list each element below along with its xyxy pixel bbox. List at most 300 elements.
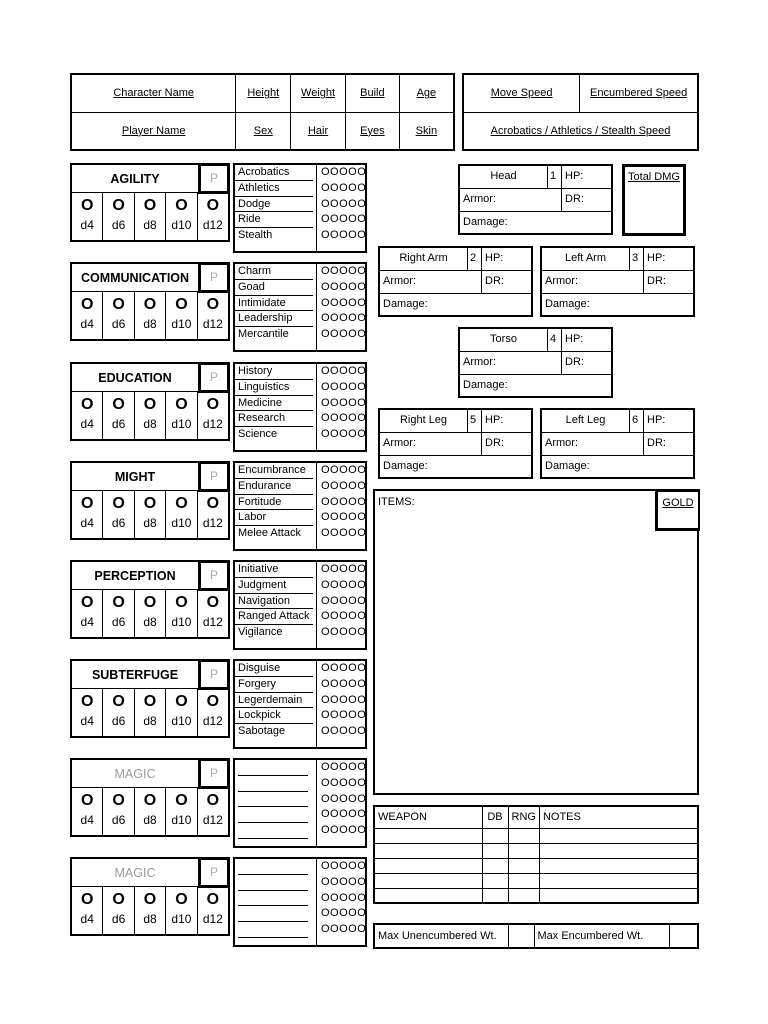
damage-field[interactable]: Damage: <box>463 216 508 228</box>
skill-name[interactable] <box>238 906 308 922</box>
skill-pips[interactable]: OOOOO <box>321 380 367 393</box>
die-option-d4[interactable] <box>72 788 103 835</box>
die-option-d12[interactable] <box>198 887 228 934</box>
skills-block <box>233 758 367 848</box>
hp-field[interactable]: HP: <box>647 414 666 426</box>
skill-pips[interactable]: OOOOO <box>321 527 367 540</box>
die-label: d10 <box>171 417 192 431</box>
body-part-name: Left Leg <box>542 410 630 432</box>
die-option-d6[interactable] <box>103 788 134 835</box>
die-circle-icon: O <box>206 197 220 214</box>
gold-box[interactable]: GOLD <box>655 489 700 531</box>
skill-pips[interactable]: OOOOO <box>321 725 367 738</box>
die-label: d8 <box>143 615 157 629</box>
dice-row <box>72 193 228 240</box>
skill-name: Legerdemain <box>235 693 313 709</box>
die-label: d12 <box>202 912 223 926</box>
age-field[interactable]: Age <box>399 74 454 112</box>
die-circle-icon: O <box>80 495 94 512</box>
die-option-d10[interactable] <box>166 292 197 339</box>
damage-field[interactable]: Damage: <box>383 460 428 472</box>
die-label: d4 <box>80 317 94 331</box>
die-option-d12[interactable] <box>198 193 228 240</box>
die-label: d10 <box>171 218 192 232</box>
skills-block <box>233 262 367 352</box>
die-circle-icon: O <box>143 792 157 809</box>
dr-field[interactable]: DR: <box>485 437 504 449</box>
skills-block <box>233 163 367 253</box>
attribute-name[interactable]: COMMUNICATION <box>72 264 198 292</box>
skill-name[interactable] <box>238 891 308 907</box>
damage-field[interactable]: Damage: <box>545 298 590 310</box>
skill-name: Labor <box>235 510 313 526</box>
skill-pips[interactable]: OOOOO <box>321 328 367 341</box>
skills-block <box>233 659 367 749</box>
die-label: d6 <box>111 813 126 827</box>
skill-pips[interactable]: OOOOO <box>321 578 367 591</box>
die-label: d4 <box>80 516 94 530</box>
skill-pips[interactable]: OOOOO <box>321 792 367 805</box>
die-circle-icon: O <box>143 296 157 313</box>
build-field[interactable]: Build <box>346 74 400 112</box>
die-option-d6[interactable] <box>103 590 134 637</box>
die-label: d6 <box>111 912 126 926</box>
skill-pips-column <box>321 264 365 343</box>
proficiency-box[interactable]: P <box>198 758 230 789</box>
skill-pips[interactable]: OOOOO <box>321 563 367 575</box>
skill-pips-column <box>321 364 365 443</box>
die-circle-icon: O <box>175 296 188 313</box>
skills-block <box>233 362 367 452</box>
die-circle-icon: O <box>143 693 157 710</box>
skill-pips-column <box>321 562 365 641</box>
attribute-block <box>70 659 230 738</box>
skill-name: Athletics <box>235 181 313 197</box>
die-circle-icon: O <box>112 197 125 214</box>
dr-field[interactable]: DR: <box>647 275 666 287</box>
die-option-d8[interactable] <box>135 887 166 934</box>
skill-pips[interactable]: OOOOO <box>321 495 367 508</box>
body-part-name: Torso <box>460 329 548 351</box>
die-label: d10 <box>171 317 192 331</box>
skill-pips[interactable]: OOOOO <box>321 365 367 377</box>
proficiency-box[interactable]: P <box>198 262 230 293</box>
skills-block <box>233 857 367 947</box>
die-circle-icon: O <box>80 792 94 809</box>
dice-row <box>72 292 228 339</box>
skill-name: Initiative <box>235 562 313 578</box>
proficiency-box[interactable]: P <box>198 461 230 492</box>
die-circle-icon: O <box>112 296 125 313</box>
hair-field[interactable]: Hair <box>291 112 346 150</box>
special-speed-field[interactable]: Acrobatics / Athletics / Stealth Speed <box>463 112 698 150</box>
hp-field[interactable]: HP: <box>565 170 584 182</box>
die-option-d8[interactable] <box>135 193 166 240</box>
skill-pips[interactable]: OOOOO <box>321 776 367 789</box>
die-circle-icon: O <box>206 396 220 413</box>
die-option-d4[interactable] <box>72 590 103 637</box>
die-circle-icon: O <box>206 891 220 908</box>
character-name-field[interactable]: Character Name <box>71 74 236 112</box>
die-option-d6[interactable] <box>103 491 134 538</box>
skill-pips[interactable]: OOOOO <box>321 860 367 872</box>
skill-name: Research <box>235 411 313 427</box>
die-option-d12[interactable] <box>198 292 228 339</box>
die-option-d10[interactable] <box>166 689 197 736</box>
skill-pips[interactable]: OOOOO <box>321 181 367 194</box>
die-option-d10[interactable] <box>166 193 197 240</box>
eyes-field[interactable]: Eyes <box>346 112 400 150</box>
die-option-d12[interactable] <box>198 590 228 637</box>
damage-field[interactable]: Damage: <box>463 379 508 391</box>
items-label: ITEMS: <box>378 496 415 508</box>
die-circle-icon: O <box>175 891 188 908</box>
body-part-number: 5 <box>468 410 482 432</box>
die-circle-icon: O <box>206 495 220 512</box>
die-circle-icon: O <box>143 396 157 413</box>
body-part-box <box>378 408 533 479</box>
dice-row <box>72 788 228 835</box>
die-option-d6[interactable] <box>103 292 134 339</box>
attribute-block <box>70 758 230 837</box>
armor-field[interactable]: Armor: <box>380 433 482 455</box>
proficiency-box[interactable]: P <box>198 362 230 393</box>
notes-header: NOTES <box>539 806 698 828</box>
die-circle-icon: O <box>80 396 94 413</box>
weapon-row[interactable] <box>374 828 698 843</box>
attribute-name[interactable]: MIGHT <box>72 463 198 491</box>
attribute-name[interactable]: PERCEPTION <box>72 562 198 590</box>
armor-field[interactable]: Armor: <box>542 271 644 293</box>
attribute-name[interactable]: SUBTERFUGE <box>72 661 198 689</box>
attribute-name[interactable]: MAGIC <box>72 760 198 788</box>
armor-field[interactable]: Armor: <box>460 352 562 374</box>
die-option-d4[interactable] <box>72 392 103 439</box>
skill-pips[interactable]: OOOOO <box>321 891 367 904</box>
skill-name[interactable] <box>238 760 308 776</box>
hp-field[interactable]: HP: <box>565 333 584 345</box>
skill-names-column <box>235 859 317 945</box>
die-label: d12 <box>202 714 223 728</box>
skill-pips[interactable]: OOOOO <box>321 197 367 210</box>
die-option-d4[interactable] <box>72 193 103 240</box>
damage-field[interactable]: Damage: <box>383 298 428 310</box>
attribute-name[interactable]: MAGIC <box>72 859 198 887</box>
dr-field[interactable]: DR: <box>565 356 584 368</box>
skill-name: Goad <box>235 280 313 296</box>
skill-pips[interactable]: OOOOO <box>321 662 367 674</box>
skill-pips[interactable]: OOOOO <box>321 610 367 623</box>
move-speed-field[interactable]: Move Speed <box>463 74 580 112</box>
max-unencumbered-value[interactable] <box>508 924 534 948</box>
total-damage-box[interactable]: Total DMG <box>622 164 686 236</box>
dr-field[interactable]: DR: <box>647 437 666 449</box>
die-circle-icon: O <box>112 396 125 413</box>
skill-pips[interactable]: OOOOO <box>321 709 367 722</box>
die-circle-icon: O <box>143 495 157 512</box>
skill-names-column <box>235 364 317 450</box>
body-part-number: 2 <box>468 248 482 270</box>
die-option-d12[interactable] <box>198 689 228 736</box>
body-part-number: 6 <box>630 410 644 432</box>
die-label: d8 <box>143 417 157 431</box>
skill-name[interactable] <box>238 792 308 808</box>
die-option-d10[interactable] <box>166 590 197 637</box>
body-part-name: Right Leg <box>380 410 468 432</box>
die-label: d10 <box>171 912 192 926</box>
body-part-number: 4 <box>548 329 562 351</box>
skill-pips-column <box>321 165 365 244</box>
max-encumbered-value[interactable] <box>669 924 698 948</box>
skill-name[interactable] <box>238 922 308 938</box>
skill-pips[interactable]: OOOOO <box>321 907 367 920</box>
weapon-row[interactable] <box>374 843 698 858</box>
skill-name: Forgery <box>235 677 313 693</box>
die-circle-icon: O <box>175 197 188 214</box>
speed-table <box>462 73 699 151</box>
skill-name: Ride <box>235 212 313 228</box>
die-option-d6[interactable] <box>103 689 134 736</box>
die-option-d6[interactable] <box>103 392 134 439</box>
player-name-field[interactable]: Player Name <box>71 112 236 150</box>
skill-pips[interactable]: OOOOO <box>321 875 367 888</box>
height-field[interactable]: Height <box>236 74 291 112</box>
die-circle-icon: O <box>112 792 125 809</box>
skill-name: Fortitude <box>235 495 313 511</box>
die-circle-icon: O <box>206 594 220 611</box>
skill-pips[interactable]: OOOOO <box>321 511 367 524</box>
skin-field[interactable]: Skin <box>399 112 454 150</box>
skill-name: Judgment <box>235 578 313 594</box>
proficiency-box[interactable]: P <box>198 857 230 888</box>
weapon-row[interactable] <box>374 858 698 873</box>
die-label: d4 <box>80 615 94 629</box>
encumbered-speed-field[interactable]: Encumbered Speed <box>580 74 698 112</box>
die-option-d4[interactable] <box>72 689 103 736</box>
die-option-d8[interactable] <box>135 590 166 637</box>
max-weight-table <box>373 923 699 949</box>
hp-field[interactable]: HP: <box>647 252 666 264</box>
skill-name: Charm <box>235 264 313 280</box>
skill-name: Intimidate <box>235 296 313 312</box>
skill-pips[interactable]: OOOOO <box>321 166 367 178</box>
character-info-table <box>70 73 455 151</box>
skill-name[interactable] <box>238 776 308 792</box>
skill-name: Leadership <box>235 311 313 327</box>
die-circle-icon: O <box>80 296 94 313</box>
dr-field[interactable]: DR: <box>565 193 584 205</box>
die-label: d4 <box>80 218 94 232</box>
die-label: d12 <box>202 615 223 629</box>
skill-pips[interactable]: OOOOO <box>321 280 367 293</box>
skill-name: Stealth <box>238 229 273 242</box>
skill-names-column <box>235 463 317 549</box>
skill-pips-column <box>321 661 365 740</box>
hp-field[interactable]: HP: <box>485 414 504 426</box>
skill-name: Sabotage <box>238 725 286 738</box>
armor-field[interactable]: Armor: <box>380 271 482 293</box>
damage-field[interactable]: Damage: <box>545 460 590 472</box>
die-label: d6 <box>111 417 126 431</box>
skill-name[interactable] <box>238 823 308 839</box>
attribute-block <box>70 163 230 242</box>
die-option-d10[interactable] <box>166 491 197 538</box>
die-label: d10 <box>171 714 192 728</box>
skills-block <box>233 461 367 551</box>
body-part-name: Head <box>460 166 548 188</box>
attribute-name[interactable]: EDUCATION <box>72 364 198 392</box>
die-label: d12 <box>202 218 223 232</box>
die-label: d12 <box>202 417 223 431</box>
body-part-number: 3 <box>630 248 644 270</box>
max-unencumbered-label: Max Unencumbered Wt. <box>374 924 508 948</box>
body-part-box <box>378 246 533 317</box>
die-circle-icon: O <box>175 396 188 413</box>
skill-pips[interactable]: OOOOO <box>321 396 367 409</box>
die-label: d4 <box>80 813 94 827</box>
skill-pips[interactable]: OOOOO <box>321 626 367 639</box>
die-circle-icon: O <box>175 693 188 710</box>
skill-pips[interactable]: OOOOO <box>321 693 367 706</box>
dice-row <box>72 590 228 637</box>
die-option-d8[interactable] <box>135 788 166 835</box>
die-label: d4 <box>80 912 94 926</box>
weapon-row[interactable] <box>374 873 698 888</box>
skill-name: History <box>235 364 313 380</box>
die-circle-icon: O <box>206 296 220 313</box>
rng-header: RNG <box>508 806 539 828</box>
die-circle-icon: O <box>112 891 125 908</box>
skill-name[interactable] <box>238 875 308 891</box>
dr-field[interactable]: DR: <box>485 275 504 287</box>
die-option-d12[interactable] <box>198 788 228 835</box>
die-option-d8[interactable] <box>135 689 166 736</box>
skill-pips[interactable]: OOOOO <box>321 229 367 242</box>
skill-pips[interactable]: OOOOO <box>321 213 367 226</box>
die-circle-icon: O <box>175 495 188 512</box>
die-circle-icon: O <box>80 891 94 908</box>
attribute-block <box>70 461 230 540</box>
dice-row <box>72 689 228 736</box>
die-option-d4[interactable] <box>72 292 103 339</box>
skill-pips[interactable]: OOOOO <box>321 265 367 277</box>
skill-name[interactable] <box>238 807 308 823</box>
skill-names-column <box>235 760 317 846</box>
skill-name[interactable] <box>238 859 308 875</box>
skill-pips[interactable]: OOOOO <box>321 428 367 441</box>
weapon-row[interactable] <box>374 888 698 903</box>
body-part-name: Right Arm <box>380 248 468 270</box>
skill-names-column <box>235 562 317 648</box>
die-circle-icon: O <box>206 792 220 809</box>
items-box[interactable] <box>373 489 699 795</box>
skill-name: Navigation <box>235 594 313 610</box>
die-label: d10 <box>171 516 192 530</box>
sex-field[interactable]: Sex <box>236 112 291 150</box>
die-label: d12 <box>202 813 223 827</box>
skill-pips[interactable]: OOOOO <box>321 824 367 837</box>
die-circle-icon: O <box>112 693 125 710</box>
skill-name: Lockpick <box>235 708 313 724</box>
die-option-d10[interactable] <box>166 788 197 835</box>
attribute-block <box>70 857 230 936</box>
die-option-d8[interactable] <box>135 292 166 339</box>
skill-pips[interactable]: OOOOO <box>321 464 367 476</box>
die-label: d6 <box>111 218 126 232</box>
skill-pips[interactable]: OOOOO <box>321 923 367 936</box>
die-label: d12 <box>202 317 223 331</box>
die-circle-icon: O <box>143 594 157 611</box>
hp-field[interactable]: HP: <box>485 252 504 264</box>
die-label: d10 <box>171 813 192 827</box>
die-label: d8 <box>143 912 157 926</box>
die-option-d8[interactable] <box>135 491 166 538</box>
skill-pips[interactable]: OOOOO <box>321 594 367 607</box>
die-circle-icon: O <box>80 594 94 611</box>
skill-pips[interactable]: OOOOO <box>321 677 367 690</box>
weight-field[interactable]: Weight <box>291 74 346 112</box>
proficiency-box[interactable]: P <box>198 560 230 591</box>
skill-name: Disguise <box>235 661 313 677</box>
armor-field[interactable]: Armor: <box>542 433 644 455</box>
proficiency-box[interactable]: P <box>198 163 230 194</box>
skill-pips[interactable]: OOOOO <box>321 412 367 425</box>
die-circle-icon: O <box>143 197 157 214</box>
die-option-d4[interactable] <box>72 491 103 538</box>
skill-names-column <box>235 661 317 747</box>
die-option-d10[interactable] <box>166 887 197 934</box>
skill-name: Ranged Attack <box>235 609 313 625</box>
die-circle-icon: O <box>80 693 94 710</box>
die-option-d12[interactable] <box>198 392 228 439</box>
skill-pips-column <box>321 859 365 938</box>
skill-pips-column <box>321 760 365 839</box>
dice-row <box>72 887 228 934</box>
die-label: d8 <box>143 813 157 827</box>
weapons-table <box>373 805 699 904</box>
skill-pips[interactable]: OOOOO <box>321 296 367 309</box>
attribute-name[interactable]: AGILITY <box>72 165 198 193</box>
die-option-d10[interactable] <box>166 392 197 439</box>
skill-pips-column <box>321 463 365 542</box>
die-circle-icon: O <box>112 594 125 611</box>
skills-block <box>233 560 367 650</box>
skill-pips[interactable]: OOOOO <box>321 808 367 821</box>
skill-pips[interactable]: OOOOO <box>321 479 367 492</box>
die-option-d8[interactable] <box>135 392 166 439</box>
die-circle-icon: O <box>80 197 94 214</box>
db-header: DB <box>482 806 508 828</box>
die-label: d6 <box>111 714 126 728</box>
die-option-d6[interactable] <box>103 887 134 934</box>
die-circle-icon: O <box>175 792 188 809</box>
die-circle-icon: O <box>112 495 125 512</box>
die-option-d4[interactable] <box>72 887 103 934</box>
skill-name: Vigilance <box>238 626 283 639</box>
skill-pips[interactable]: OOOOO <box>321 312 367 325</box>
proficiency-box[interactable]: P <box>198 659 230 690</box>
skill-names-column <box>235 165 317 251</box>
weapon-header: WEAPON <box>374 806 482 828</box>
skill-name: Medicine <box>235 396 313 412</box>
die-label: d8 <box>143 317 157 331</box>
armor-field[interactable]: Armor: <box>460 189 562 211</box>
skill-pips[interactable]: OOOOO <box>321 761 367 773</box>
die-label: d4 <box>80 417 94 431</box>
die-option-d12[interactable] <box>198 491 228 538</box>
skill-name: Linguistics <box>235 380 313 396</box>
die-option-d6[interactable] <box>103 193 134 240</box>
